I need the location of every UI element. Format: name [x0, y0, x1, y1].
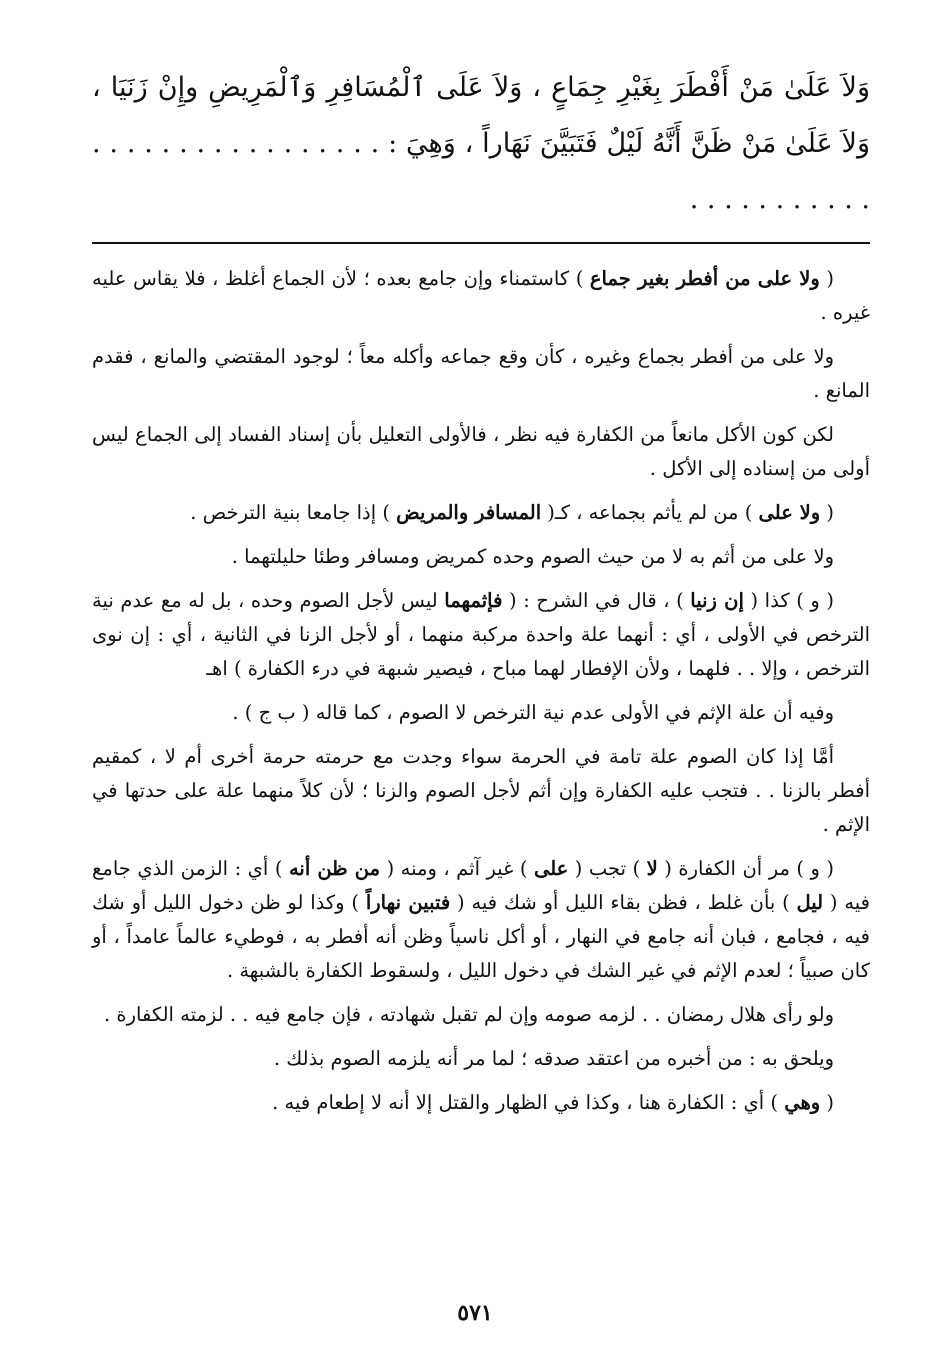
bold-run: لا [646, 857, 658, 880]
text-run: ) ، قال في الشرح : ( [502, 589, 691, 612]
text-run: ليس لأجل الصوم وحده ، بل له مع عدم نية الترخص في الأولى ، أي : أنهما علة واحدة مركبة منهما ، أو لأجل الزنا في الثانية ، أي : إن نوى الترخص ، وإلا . . فلهما ، ولأن الإفطار لهما مباح ، فيصير شبهة في درء الكفارة ) اهـ [92, 589, 870, 680]
bold-run: إن زنيا [690, 589, 744, 612]
text-run: ) وكذا لو ظن دخول الليل أو شك فيه ، فجامع ، فبان أنه جامع في النهار ، أو أكل ناسياً وظن أنه أفطر به ، فوطيء عالماً عامداً ، أو كان صبياً ؛ لعدم الإثم في غير الشك في دخول الليل ، ولسقوط الكفارة بالشبهة . [92, 891, 870, 982]
text-run: ولا على من أثم به لا من حيث الصوم وحده كمريض ومسافر وطئا حليلتهما . [231, 545, 834, 568]
text-run: ) إذا جامعا بنية الترخص . [190, 501, 397, 524]
commentary-paragraph [92, 998, 870, 1032]
commentary [92, 262, 870, 1120]
text-run: أمَّا إذا كان الصوم علة تامة في الحرمة سواء وجدت مع حرمته حرمة أخرى أم لا ، كمقيم أفطر بالزنا . . فتجب عليه الكفارة وإن أثم لأجل الصوم والزنا ؛ لأن كلاً منهما علة على حدتها في الإثم . [92, 745, 870, 836]
text-run: ( [820, 1091, 834, 1114]
bold-run: المسافر والمريض [396, 501, 542, 524]
matn-body: وَلاَ عَلَىٰ مَنْ أَفْطَرَ بِغَيْرِ جِمَاعٍ ، وَلاَ عَلَى ٱلْمُسَافِرِ وَٱلْمَرِيضِ وإِنْ زَنَيَا ، وَلاَ عَلَىٰ مَنْ ظَنَّ أَنَّهُ لَيْلٌ فَتَبَيَّنَ نَهَاراً ، وَهِيَ : [92, 72, 870, 159]
text-run: ) أي : الزمن الذي جامع فيه ( [92, 857, 870, 914]
text-run: ( [820, 501, 834, 524]
bold-run: ليل [796, 891, 824, 914]
commentary-paragraph [92, 1086, 870, 1120]
commentary-paragraph [92, 1042, 870, 1076]
text-run: وفيه أن علة الإثم في الأولى عدم نية الترخص لا الصوم ، كما قاله ( ب ج ) . [232, 701, 834, 724]
bold-run: ولا على من أفطر بغير جماع [589, 267, 820, 290]
text-run: ( [819, 267, 835, 290]
commentary-paragraph [92, 540, 870, 574]
matn-dots: . . . . . . . . . . . . . . . . . . . . . . . . . . . . [92, 128, 870, 215]
text-run: ولا على من أفطر بجماع وغيره ، كأن وقع جماعه وأكله معاً ؛ لوجود المقتضي والمانع ، فقدم المانع . [92, 345, 870, 402]
text-run: ولو رأى هلال رمضان . . لزمه صومه وإن لم تقبل شهادته ، فإن جامع فيه . . لزمته الكفارة . [103, 1003, 834, 1026]
text-run: ( و ) مر أن الكفارة ( [657, 857, 835, 880]
separator-line [92, 242, 870, 244]
text-run: ) تجب ( [568, 857, 647, 880]
bold-run: من ظن أنه [288, 857, 381, 880]
commentary-paragraph [92, 852, 870, 988]
commentary-paragraph [92, 740, 870, 842]
bold-run: وهي [784, 1091, 821, 1114]
text-run: ) بأن غلط ، فظن بقاء الليل أو شك فيه ( [450, 891, 797, 914]
commentary-paragraph [92, 340, 870, 408]
bold-run: فتبين نهاراً [365, 891, 451, 914]
bold-run: ولا على [758, 501, 821, 524]
commentary-paragraph [92, 496, 870, 530]
text-run: ( و ) كذا ( [743, 589, 834, 612]
commentary-paragraph [92, 696, 870, 730]
text-run: ) كاستمناء وإن جامع بعده ؛ لأن الجماع أغلظ ، فلا يقاس عليه غيره . [92, 267, 870, 324]
text-run: ) غير آثم ، ومنه ( [380, 857, 534, 880]
bold-run: على [533, 857, 569, 880]
text-run: ) من لم يأثم بجماعه ، كـ( [541, 501, 759, 524]
text-run: ) أي : الكفارة هنا ، وكذا في الظهار والقتل إلا أنه لا إطعام فيه . [272, 1091, 785, 1114]
page-number: ٥٧١ [457, 1300, 493, 1326]
commentary-paragraph [92, 418, 870, 486]
text-run: لكن كون الأكل مانعاً من الكفارة فيه نظر ، فالأولى التعليل بأن إسناد الفساد إلى الجماع ليس أولى من إسناده إلى الأكل . [92, 423, 870, 480]
commentary-paragraph [92, 584, 870, 686]
matn-text [92, 60, 870, 228]
text-run: ويلحق به : من أخبره من اعتقد صدقه ؛ لما مر أنه يلزمه الصوم بذلك . [273, 1047, 834, 1070]
bold-run: فإثمهما [444, 589, 503, 612]
commentary-paragraph [92, 262, 870, 330]
